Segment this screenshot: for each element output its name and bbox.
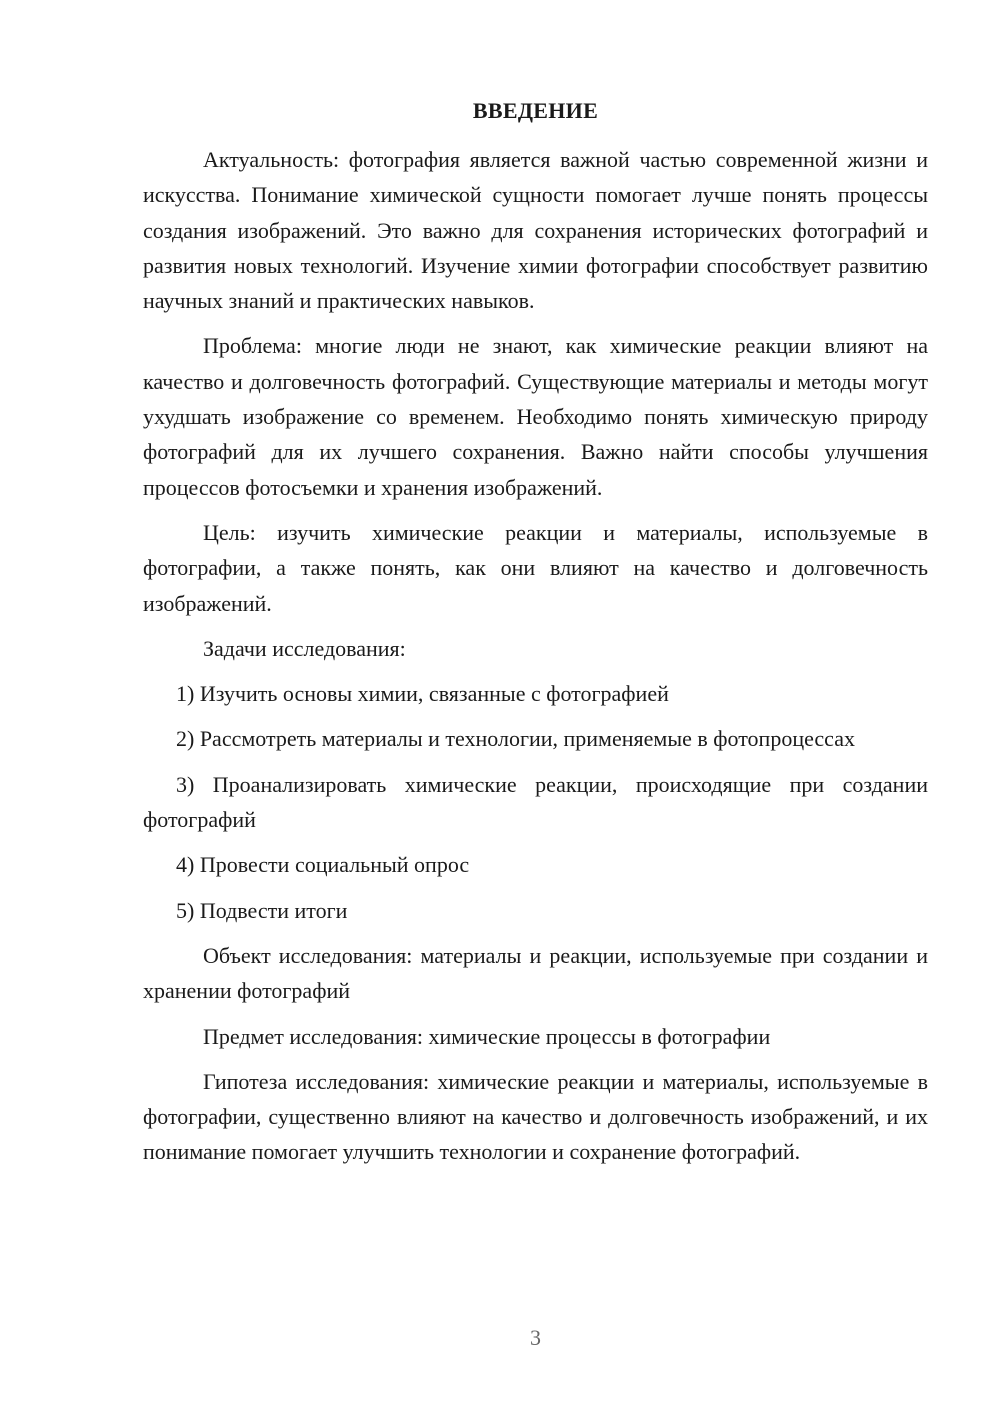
paragraph-relevance: Актуальность: фотография является важной частью современной жизни и искусства. Понимание химической сущности помогает лучше понять процессы создания изображений. Это важно для сохранения исторических фотографий и развития новых технологий. Изучение химии фотографии способствует развитию научных знаний и практических навыков. <box>143 147 928 314</box>
tasks-heading: Задачи исследования: <box>203 635 406 661</box>
paragraph-problem: Проблема: многие люди не знают, как химические реакции влияют на качество и долговечность фотографий. Существующие материалы и методы могут ухудшать изображение со временем. Необходимо понять химическую природу фотографий для их лучшего сохранения. Важно найти способы улучшения процессов фотосъемки и хранения изображений. <box>143 333 928 500</box>
document-page <box>143 95 928 1180</box>
page-title: ВВЕДЕНИЕ <box>472 98 599 123</box>
page-number: 3 <box>530 1325 541 1350</box>
task-item-4: 4) Провести социальный опрос <box>176 852 470 878</box>
paragraph-subject: Предмет исследования: химические процессы в фотографии <box>203 1023 771 1049</box>
paragraph-hypothesis: Гипотеза исследования: химические реакции и материалы, используемые в фотографии, существенно влияют на качество и долговечность изображений, и их понимание помогает улучшить технологии и сохранение фотографий. <box>143 1068 928 1165</box>
paragraph-object: Объект исследования: материалы и реакции, используемые при создании и хранении фотографий <box>143 942 928 1004</box>
task-item-3: 3) Проанализировать химические реакции, происходящие при создании фотографий <box>143 771 928 833</box>
paragraph-goal: Цель: изучить химические реакции и материалы, используемые в фотографии, а также понять, как они влияют на качество и долговечность изображений. <box>143 519 928 616</box>
task-item-2: 2) Рассмотреть материалы и технологии, применяемые в фотопроцессах <box>176 726 855 752</box>
task-item-1: 1) Изучить основы химии, связанные с фотографией <box>176 681 669 707</box>
task-item-5: 5) Подвести итоги <box>176 897 348 923</box>
